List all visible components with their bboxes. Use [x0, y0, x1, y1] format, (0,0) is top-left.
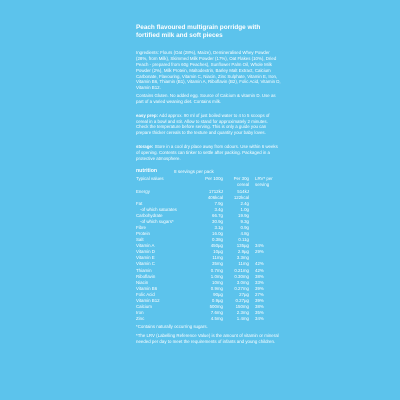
prep-lead: easy prep: — [136, 112, 158, 118]
value-per-100g: 16.0g — [212, 231, 223, 237]
nutrient-name: -of which saturates — [140, 206, 177, 212]
nutrient-name: Thiamin — [136, 267, 152, 273]
value-per-100g: 30.9g — [212, 218, 223, 224]
col-per-30g: Per 30g cereal — [233, 176, 249, 188]
value-per-30g: 27µg — [239, 291, 249, 297]
value-per-30g: 1.0g — [240, 206, 249, 212]
value-lrv: 42% — [255, 261, 264, 267]
value-per-100g: 0.9µg — [211, 297, 223, 303]
col-per-100g: Per 100g — [205, 176, 223, 182]
value-per-100g: 90µg — [213, 291, 223, 297]
value-per-30g: 0.30mg — [234, 273, 249, 279]
nutrient-name: Vitamin B12 — [136, 297, 160, 303]
ingredients-text: Ingredients: Flours (Oat (28%), Maize), Demineralised Whey Powder (28%, from Milk), Skimmed Milk Powder (17%), Oat Flakes (10%), Dried Peach - prepared from 60g Peaches), Sunflower Palm Oil, Whole Milk Powder (2%), Milk Protein, Maltodextrin, Barley Malt Extract, Calcium Carbonate, Flavouring, Vitamin C, Niacin, Zinc Sulphate, Vitamin E, Iron, Vitamin B6, Thiamin (B1), Vitamin A, Riboflavin (B2), Folic Acid, Vitamin D, Vitamin B12. — [136, 50, 281, 91]
value-lrv: 34% — [255, 243, 264, 249]
value-lrv: 38% — [255, 303, 264, 309]
value-per-100g: 66.7g — [212, 212, 223, 218]
nutrient-name: Protein — [136, 231, 150, 237]
nutrient-name: Zinc — [136, 316, 145, 322]
value-per-30g: 2.4g — [240, 200, 249, 206]
value-per-100g: 10mg — [212, 279, 223, 285]
nutrition-footnotes — [136, 324, 281, 344]
value-per-100g: 4.5mg — [210, 316, 223, 322]
value-per-100g: 10µg — [213, 249, 223, 255]
servings-per-pack: 8 servings per pack — [174, 169, 214, 175]
col-lrv: LRV* per serving — [255, 176, 273, 188]
nutrient-name: Vitamin D — [136, 249, 155, 255]
value-per-100g: 11mg — [212, 255, 223, 261]
value-lrv: 38% — [255, 273, 264, 279]
value-per-100g: 0.9mg — [210, 285, 223, 291]
value-per-30g: 514kJ — [237, 188, 249, 194]
value-per-30g: 2.9µg — [237, 249, 249, 255]
nutrition-heading: nutrition — [136, 168, 158, 175]
nutrient-name: Iron — [136, 310, 144, 316]
value-per-100g: 35mg — [212, 261, 223, 267]
nutrient-name: Calcium — [136, 303, 152, 309]
storage-text: Store in a cool dry place away from odours. Use within 6 weeks of opening. Contents can tinker to settle after packing. Packaged in a protective atmosphere. — [136, 143, 278, 161]
nutrient-name: Fibre — [136, 224, 147, 230]
value-per-100g: 500mg — [209, 303, 223, 309]
value-per-100g: 450µg — [210, 243, 223, 249]
ingredients-section — [136, 50, 281, 104]
value-per-30g: 0.21mg — [234, 267, 249, 273]
value-per-100g: 3.1g — [214, 224, 223, 230]
value-per-30g: 135µg — [236, 243, 249, 249]
nutrient-name: Vitamin E — [136, 255, 155, 261]
value-lrv: 33% — [255, 279, 264, 285]
storage-lead: storage: — [136, 143, 154, 149]
value-per-100g: 0.38g — [212, 237, 223, 243]
value-per-30g: 122kcal — [233, 194, 249, 200]
value-lrv: 42% — [255, 267, 264, 273]
product-title: Peach flavoured multigrain porridge with fortified milk and soft pieces — [136, 24, 261, 40]
value-per-30g: 1.4mg — [236, 316, 249, 322]
prep-text: Add approx. 90 ml of just boiled water to 4 to 5 scoops of cereal in a bowl and stir. Allow to stand for approximately 2 minutes. Check the temperature before serving. This is only a guide you can prepare thicker cereals to the texture and quantity your baby loves. — [136, 112, 270, 136]
value-per-30g: 0.9g — [240, 224, 249, 230]
nutrient-name: Folic Acid — [136, 291, 155, 297]
nutrient-name: Vitamin A — [136, 243, 155, 249]
value-lrv: 35% — [255, 310, 264, 316]
value-per-100g: 1712kJ — [208, 188, 223, 194]
nutrition-row — [136, 316, 281, 322]
nutrient-name: Vitamin B6 — [136, 285, 158, 291]
value-lrv: 29% — [255, 249, 264, 255]
storage-section — [136, 144, 281, 161]
col-typical-values: Typical values — [136, 176, 164, 182]
nutrient-name: Salt — [136, 237, 144, 243]
value-per-30g: 3.3mg — [236, 255, 249, 261]
value-lrv: 27% — [255, 291, 264, 297]
value-per-30g: 11mg — [238, 261, 249, 267]
nutrient-name: Riboflavin — [136, 273, 156, 279]
product-label — [136, 24, 281, 348]
value-per-30g: 0.27mg — [234, 285, 249, 291]
preparation-section — [136, 113, 281, 136]
nutrition-section — [136, 169, 281, 344]
allergen-text: Contains Gluten. No added egg. Source of Calcium & vitamin D. Use as part of a varied weaning diet. Contains milk. — [136, 93, 276, 104]
nutrient-name: Carbohydrate — [136, 212, 163, 218]
nutrient-name: Fat — [136, 200, 143, 206]
value-per-100g: 0.7mg — [210, 267, 223, 273]
sugars-footnote: *Contains naturally occurring sugars. — [136, 324, 208, 330]
nutrient-name: Vitamin C — [136, 261, 155, 267]
nutrient-name: Niacin — [136, 279, 149, 285]
value-lrv: 39% — [255, 285, 264, 291]
nutrition-header-row — [136, 176, 281, 188]
value-per-30g: 0.27µg — [235, 297, 249, 303]
value-per-30g: 150mg — [235, 303, 249, 309]
value-per-100g: 1.0mg — [210, 273, 223, 279]
value-per-30g: 4.8g — [240, 231, 249, 237]
value-per-30g: 3.0mg — [236, 279, 249, 285]
nutrient-name: Energy — [136, 188, 150, 194]
value-per-100g: 7.6mg — [210, 310, 223, 316]
value-per-100g: 7.9g — [214, 200, 223, 206]
value-per-100g: 406kcal — [207, 194, 223, 200]
value-lrv: 34% — [255, 316, 264, 322]
value-per-30g: 9.3g — [240, 218, 249, 224]
value-per-30g: 0.11g — [238, 237, 249, 243]
value-per-30g: 19.9g — [238, 212, 249, 218]
nutrient-name: -of which sugars* — [140, 218, 174, 224]
nutrition-table — [136, 176, 281, 322]
value-per-100g: 3.4g — [214, 206, 223, 212]
value-lrv: 39% — [255, 297, 264, 303]
value-per-30g: 2.3mg — [236, 310, 249, 316]
lrv-footnote: *The LRV (Labelling Reference Value) is the amount of vitamin or mineral needed per day to meet the requirements of infants and young children. — [136, 333, 279, 344]
